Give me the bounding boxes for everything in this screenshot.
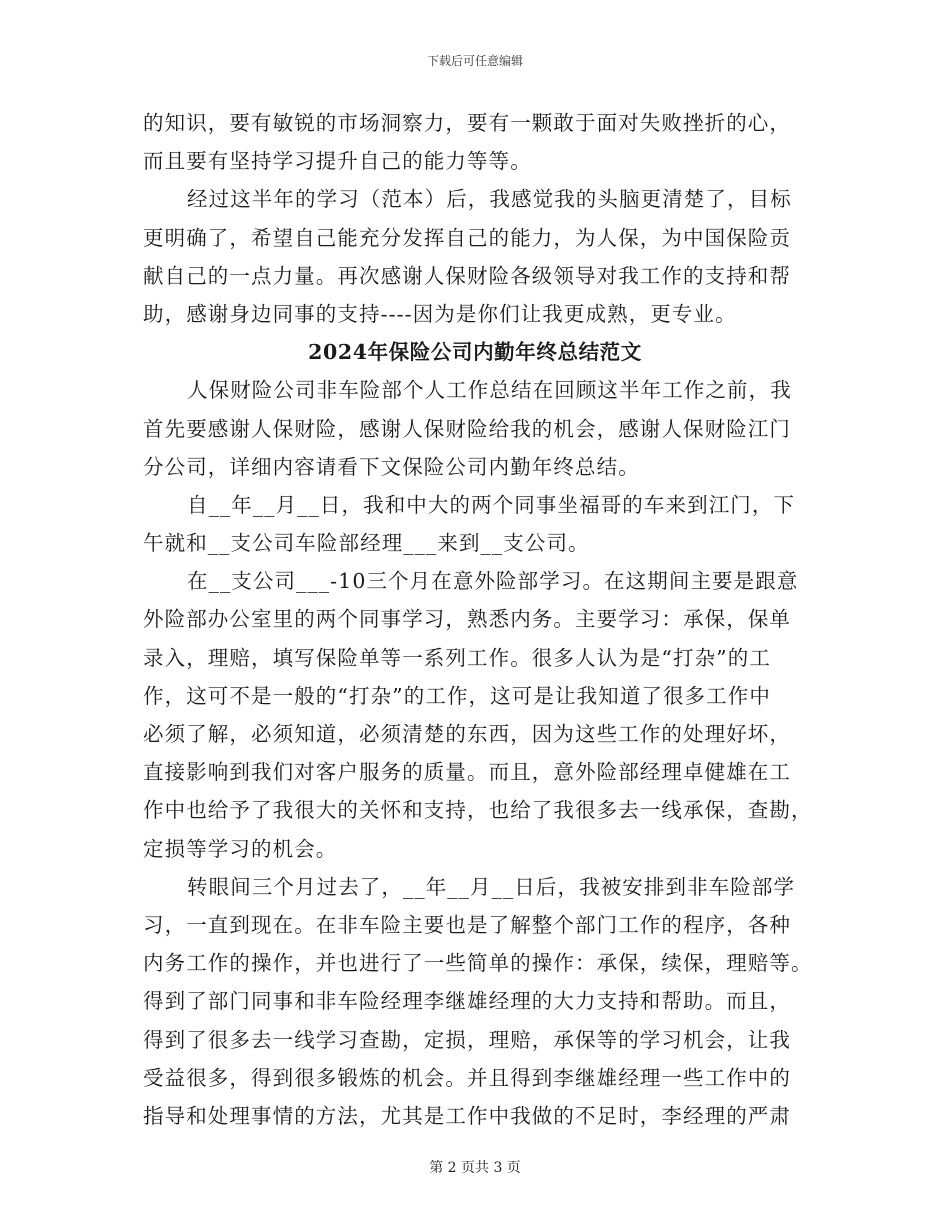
body-line: 指导和处理事情的方法，尤其是工作中我做的不足时，李经理的严肃: [143, 1103, 791, 1128]
body-line: 更明确了，希望自己能充分发挥自己的能力，为人保，为中国保险贡: [143, 225, 791, 250]
body-line: 习，一直到现在。在非车险主要也是了解整个部门工作的程序，各种: [143, 912, 791, 937]
body-line: 献自己的一点力量。再次感谢人保财险各级领导对我工作的支持和帮: [143, 263, 791, 288]
paragraph-first-line: 转眼间三个月过去了，__年__月__日后，我被安排到非车险部学: [187, 874, 796, 899]
body-line: 受益很多，得到很多锻炼的机会。并且得到李继雄经理一些工作中的: [143, 1065, 791, 1090]
body-line: 得到了很多去一线学习查勘，定损，理赔，承保等的学习机会，让我: [143, 1027, 791, 1052]
paragraph-first-line: 在__支公司___-10三个月在意外险部学习。在这期间主要是跟意: [187, 569, 799, 594]
paragraph-first-line: 经过这半年的学习（范本）后，我感觉我的头脑更清楚了，目标: [187, 187, 792, 212]
paragraph-first-line: 人保财险公司非车险部个人工作总结在回顾这半年工作之前，我: [187, 378, 792, 403]
body-line: 直接影响到我们对客户服务的质量。而且，意外险部经理卓健雄在工: [143, 760, 791, 785]
body-line: 录入，理赔，填写保险单等一系列工作。很多人认为是“打杂”的工: [143, 645, 771, 670]
body-line: 午就和__支公司车险部经理___来到__支公司。: [143, 531, 590, 556]
body-line: 作，这可不是一般的“打杂”的工作，这可是让我知道了很多工作中: [143, 683, 771, 708]
body-line: 外险部办公室里的两个同事学习，熟悉内务。主要学习：承保，保单: [143, 607, 791, 632]
body-line: 定损等学习的机会。: [143, 836, 338, 861]
body-line: 必须了解，必须知道，必须清楚的东西，因为这些工作的处理好坏，: [143, 722, 791, 746]
page-header: 下载后可任意编辑: [426, 54, 523, 68]
body-line: 的知识，要有敏锐的市场洞察力，要有一颗敢于面对失败挫折的心，: [143, 111, 791, 135]
body-line: 分公司，详细内容请看下文保险公司内勤年终总结。: [143, 454, 640, 479]
paragraph-first-line: 自__年__月__日，我和中大的两个同事坐福哥的车来到江门，下: [187, 492, 796, 517]
section-title: 2024年保险公司内勤年终总结范文: [308, 340, 642, 365]
body-line: 助，感谢身边同事的支持----因为是你们让我更成熟，更专业。: [143, 301, 737, 326]
body-line: 而且要有坚持学习提升自己的能力等等。: [143, 149, 532, 174]
body-line: 得到了部门同事和非车险经理李继雄经理的大力支持和帮助。而且，: [143, 989, 791, 1014]
body-line: 作中也给予了我很大的关怀和支持，也给了我很多去一线承保，查勘，: [143, 798, 813, 823]
body-line: 内务工作的操作，并也进行了一些简单的操作：承保，续保，理赔等。: [143, 951, 813, 976]
body-line: 首先要感谢人保财险，感谢人保财险给我的机会，感谢人保财险江门: [143, 416, 791, 441]
document-body: [143, 104, 813, 1135]
page-number-footer: 第 2 页共 3 页: [429, 1160, 521, 1176]
